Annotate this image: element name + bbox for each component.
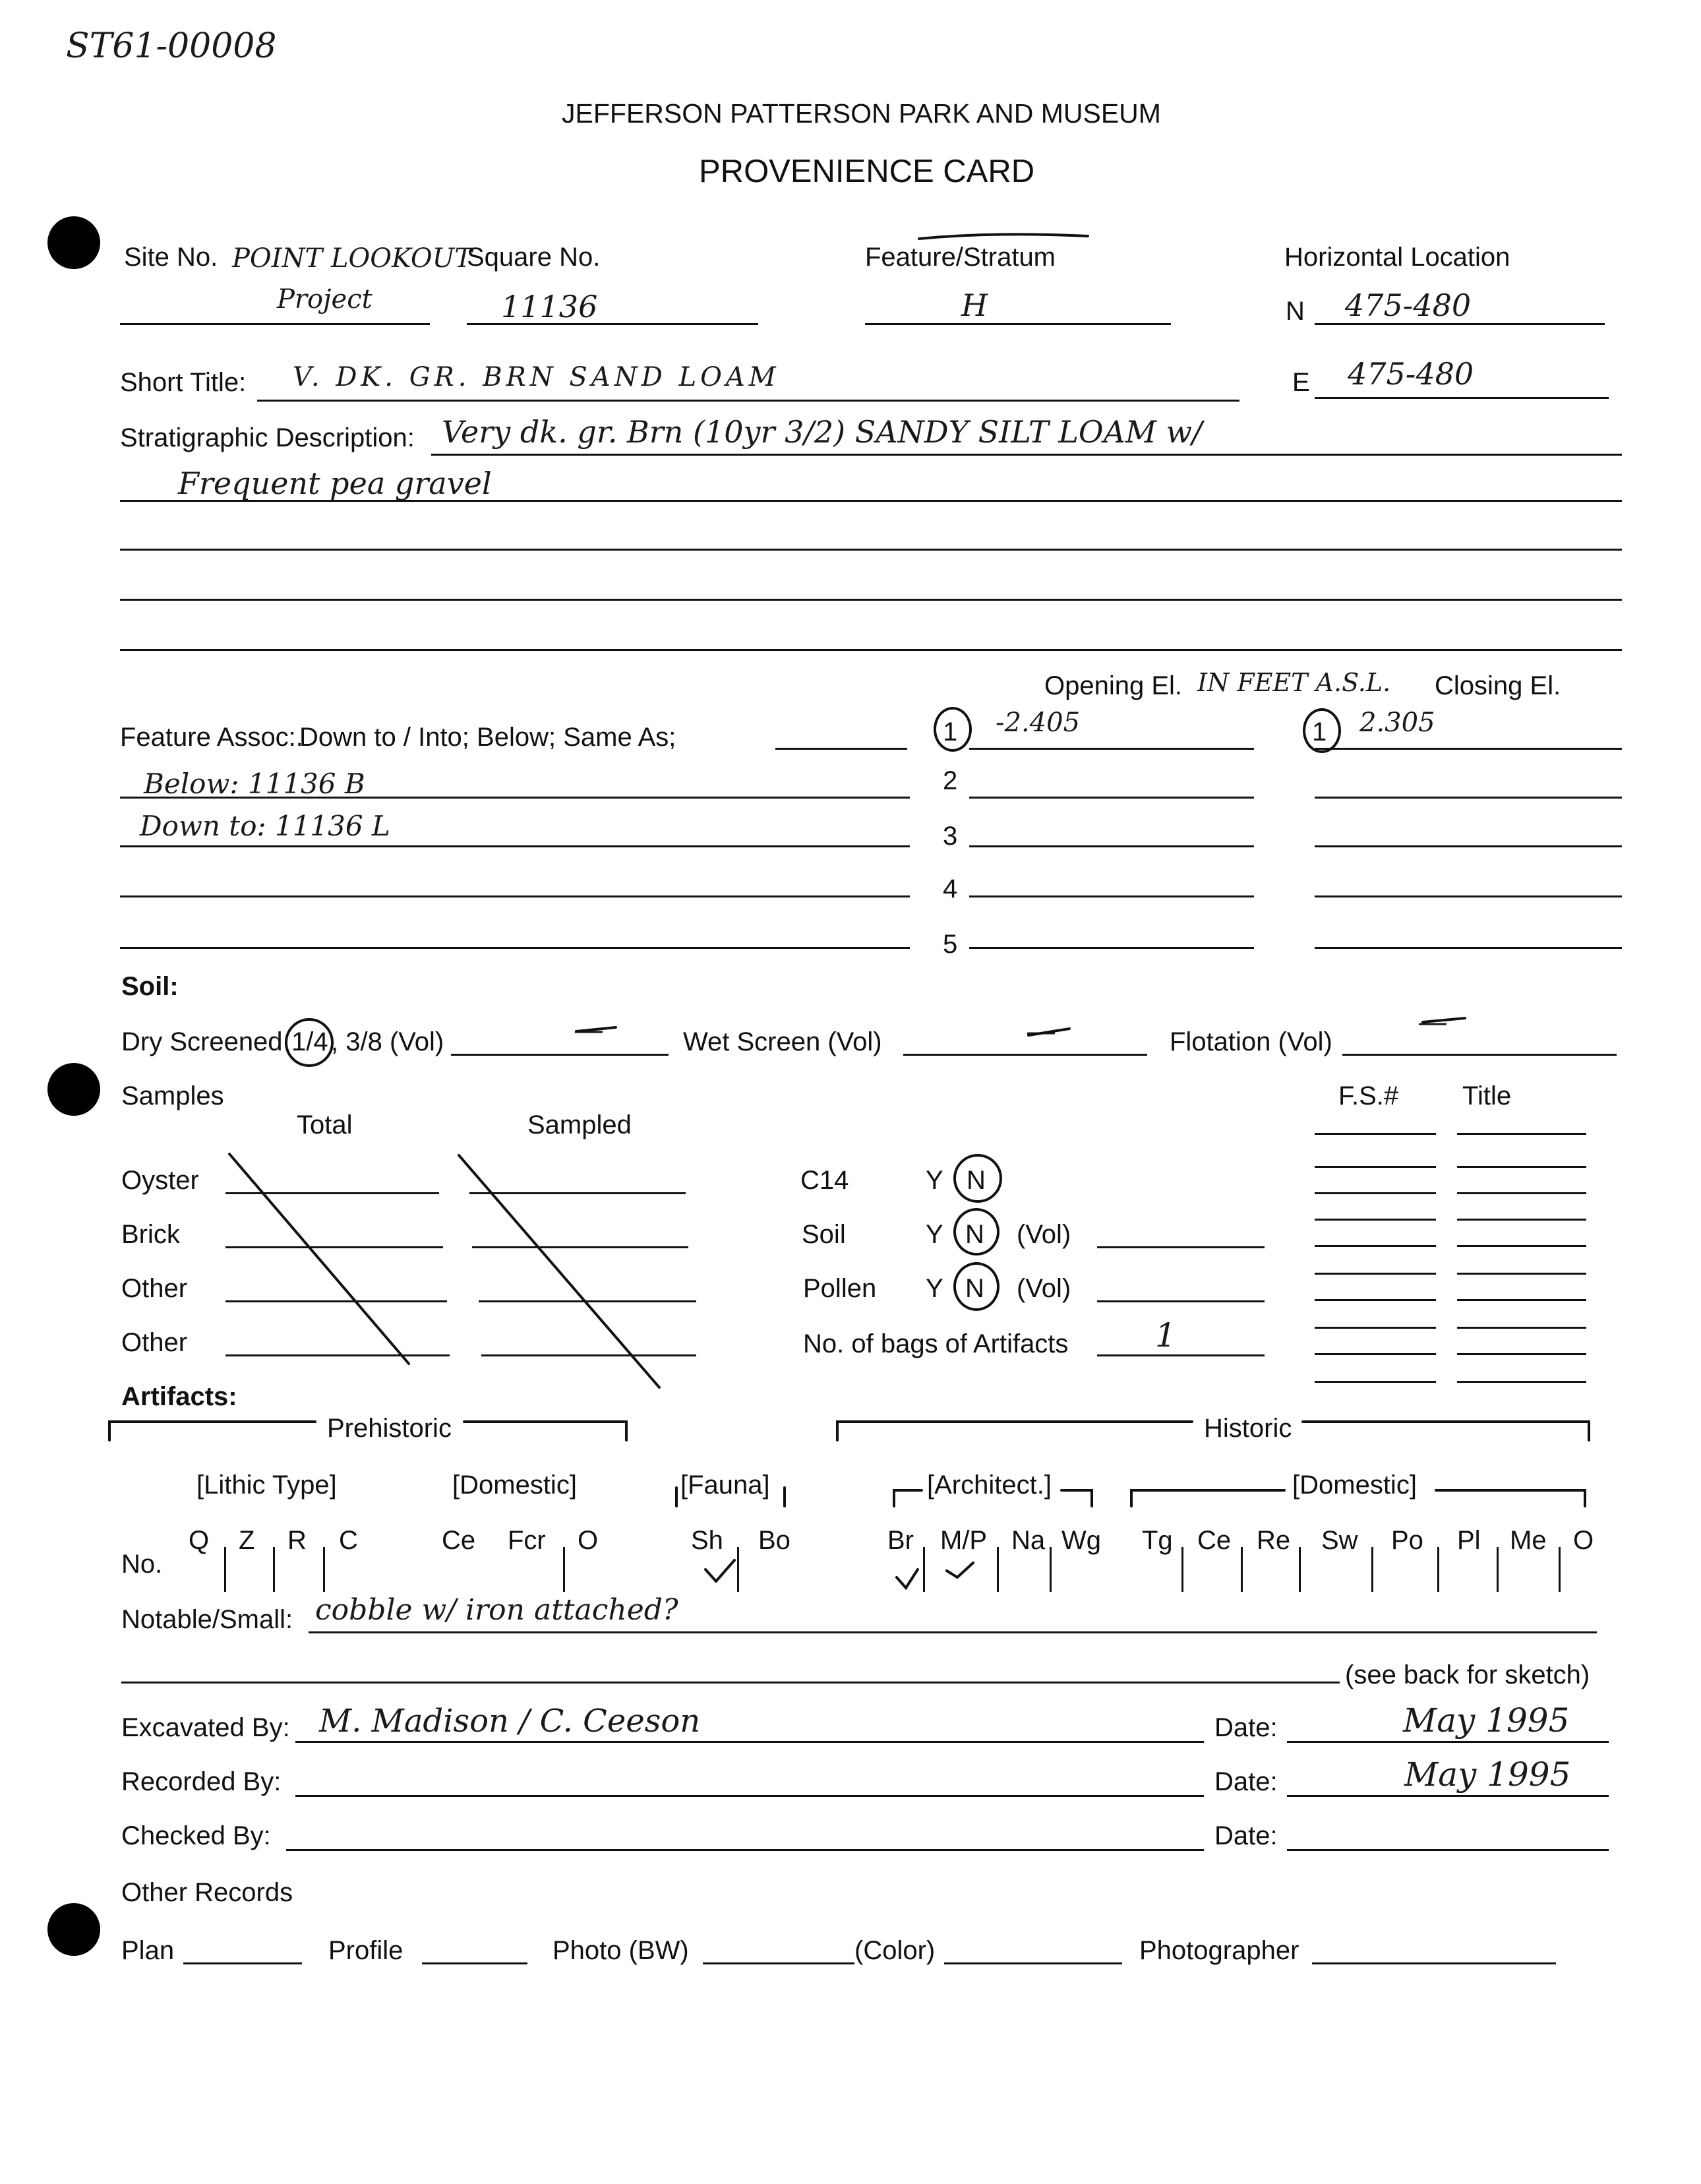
excavated-by-label: Excavated By: — [121, 1713, 290, 1742]
see-back-note: (see back for sketch) — [1345, 1660, 1590, 1689]
samples-total-label: Total — [297, 1110, 353, 1139]
architect-bracket — [894, 1490, 1092, 1506]
notable-small-value[interactable]: cobble w/ iron attached? — [315, 1593, 678, 1627]
recorded-date-label: Date: — [1214, 1767, 1278, 1796]
code-wg: Wg — [1061, 1526, 1101, 1555]
code-o-pre: O — [578, 1526, 599, 1555]
feature-stratum-label: Feature/Stratum — [865, 243, 1056, 272]
wet-screen-label: Wet Screen (Vol) — [683, 1027, 882, 1056]
north-label: N — [1286, 297, 1305, 326]
code-re: Re — [1257, 1526, 1291, 1555]
card-title: PROVENIENCE CARD — [699, 154, 1035, 189]
dry-screened-label: Dry Screened — [121, 1027, 283, 1056]
horizontal-location-label: Horizontal Location — [1284, 243, 1510, 272]
bags-of-artifacts-label: No. of bags of Artifacts — [803, 1329, 1069, 1358]
c14-yes[interactable]: Y — [926, 1166, 943, 1195]
short-title-value[interactable]: V. DK. GR. BRN SAND LOAM — [293, 362, 780, 392]
fs-number-header: F.S.# — [1338, 1081, 1399, 1110]
square-no-value[interactable]: 11136 — [501, 289, 598, 324]
site-no-value-line2[interactable]: Project — [277, 284, 373, 315]
code-tg: Tg — [1142, 1526, 1173, 1555]
recorded-date-value[interactable]: May 1995 — [1404, 1755, 1571, 1794]
checked-by-label: Checked By: — [121, 1821, 271, 1850]
wet-screen-value[interactable]: — — [1026, 1013, 1056, 1048]
code-sh: Sh — [691, 1526, 723, 1555]
soil-heading: Soil: — [121, 972, 179, 1001]
feature-assoc-relations: Down to / Into; Below; Same As; — [299, 723, 676, 752]
elevation-row-5-number: 5 — [943, 930, 958, 959]
elevation-row-1-opening[interactable]: -2.405 — [996, 708, 1081, 738]
pollen-vol-label: (Vol) — [1017, 1274, 1071, 1303]
photo-bw-label: Photo (BW) — [552, 1936, 689, 1965]
historic-label: Historic — [1204, 1414, 1292, 1443]
profile-label: Profile — [328, 1936, 403, 1965]
institution-name: JEFFERSON PATTERSON PARK AND MUSEUM — [562, 98, 1161, 129]
feature-assoc-label: Feature Assoc:. — [120, 723, 303, 752]
notable-small-label: Notable/Small: — [121, 1605, 293, 1634]
stratigraphic-description-line1[interactable]: Very dk. gr. Brn (10yr 3/2) SANDY SILT LOAM w/ — [442, 414, 1203, 450]
document-id: ST61-00008 — [66, 26, 277, 66]
checkmark-mp — [947, 1563, 973, 1577]
soil-vol-label: (Vol) — [1017, 1220, 1071, 1249]
domestic-prehistoric-label: [Domestic] — [452, 1471, 577, 1500]
sample-row-other-1: Other — [121, 1274, 188, 1303]
photographer-label: Photographer — [1139, 1936, 1299, 1965]
samples-sampled-label: Sampled — [527, 1110, 632, 1139]
code-na: Na — [1011, 1526, 1046, 1555]
sample-row-oyster: Oyster — [121, 1166, 199, 1195]
code-po: Po — [1391, 1526, 1423, 1555]
stratigraphic-description-label: Stratigraphic Description: — [120, 423, 415, 452]
code-bo: Bo — [758, 1526, 791, 1555]
closing-row-1-number: 1 — [1312, 717, 1327, 746]
code-pl: Pl — [1457, 1526, 1481, 1555]
north-value[interactable]: 475-480 — [1345, 288, 1472, 323]
historic-bracket — [837, 1422, 1589, 1440]
site-no-label: Site No. — [124, 243, 218, 272]
code-ce-hist: Ce — [1197, 1526, 1232, 1555]
code-z: Z — [239, 1526, 255, 1555]
elevation-row-1-closing[interactable]: 2.305 — [1359, 708, 1435, 738]
dry-screen-dash — [576, 1027, 616, 1031]
lithic-type-label: [Lithic Type] — [196, 1471, 337, 1500]
feature-stratum-overline — [919, 234, 1088, 239]
code-fcr: Fcr — [508, 1526, 546, 1555]
flotation-value[interactable]: — — [1418, 1004, 1448, 1039]
feature-assoc-entry-1[interactable]: Below: 11136 B — [144, 768, 365, 800]
c14-label: C14 — [800, 1166, 849, 1195]
fs-title-header: Title — [1462, 1081, 1512, 1110]
square-no-label: Square No. — [467, 243, 601, 272]
elevation-row-2-number: 2 — [943, 766, 958, 795]
opening-elevation-label: Opening El. — [1044, 671, 1183, 700]
dry-screen-value[interactable]: — — [574, 1012, 604, 1047]
recorded-by-label: Recorded By: — [121, 1767, 282, 1796]
sample-row-brick: Brick — [121, 1220, 180, 1249]
pollen-yes[interactable]: Y — [926, 1274, 943, 1303]
code-mp: M/P — [940, 1526, 988, 1555]
architect-label: [Architect.] — [927, 1471, 1052, 1500]
sampled-column-strike — [459, 1155, 659, 1387]
sample-row-other-2: Other — [121, 1328, 188, 1357]
code-o-hist: O — [1573, 1526, 1594, 1555]
flotation-label: Flotation (Vol) — [1170, 1027, 1332, 1056]
code-q: Q — [189, 1526, 210, 1555]
stratigraphic-description-line2[interactable]: Frequent pea gravel — [178, 466, 492, 501]
fauna-label: [Fauna] — [680, 1471, 770, 1500]
artifacts-heading: Artifacts: — [121, 1382, 237, 1411]
soil-sample-label: Soil — [802, 1220, 846, 1249]
checked-date-label: Date: — [1214, 1821, 1278, 1850]
elevation-row-1-number: 1 — [943, 717, 958, 746]
photo-color-label: (Color) — [854, 1936, 936, 1965]
closing-elevation-label: Closing El. — [1435, 671, 1561, 700]
pollen-no[interactable]: N — [965, 1274, 984, 1303]
code-c: C — [339, 1526, 358, 1555]
mesh-other-options: , 3/8 (Vol) — [331, 1027, 444, 1056]
mesh-quarter-inch: 1/4 — [291, 1027, 328, 1056]
elevation-row-3-number: 3 — [943, 822, 958, 851]
total-column-strike — [229, 1154, 409, 1364]
east-value[interactable]: 475-480 — [1348, 356, 1474, 392]
short-title-label: Short Title: — [120, 368, 247, 397]
site-no-value-line1[interactable]: POINT LOOKOUT — [232, 243, 473, 274]
code-sw: Sw — [1321, 1526, 1358, 1555]
prehistoric-label: Prehistoric — [327, 1414, 452, 1443]
code-me: Me — [1510, 1526, 1547, 1555]
domestic-historic-bracket — [1131, 1490, 1585, 1506]
code-r: R — [287, 1526, 307, 1555]
checkmark-br — [897, 1569, 918, 1588]
feature-stratum-value[interactable]: H — [961, 288, 988, 323]
plan-label: Plan — [121, 1936, 175, 1965]
east-label: E — [1292, 368, 1310, 397]
code-br: Br — [887, 1526, 914, 1555]
bags-of-artifacts-value[interactable]: 1 — [1155, 1316, 1176, 1354]
excavated-by-value[interactable]: M. Madison / C. Ceeson — [319, 1703, 701, 1740]
elevation-units: IN FEET A.S.L. — [1197, 668, 1391, 697]
code-ce-pre: Ce — [442, 1526, 476, 1555]
elevation-row-4-number: 4 — [943, 874, 958, 903]
excavated-date-label: Date: — [1214, 1713, 1278, 1742]
other-records-heading: Other Records — [121, 1878, 293, 1907]
wet-screen-dash — [1029, 1029, 1069, 1035]
checkmark-sh — [705, 1560, 734, 1581]
samples-heading: Samples — [121, 1081, 224, 1110]
c14-no[interactable]: N — [967, 1166, 986, 1195]
prehistoric-bracket — [109, 1422, 626, 1440]
pollen-label: Pollen — [803, 1274, 877, 1303]
artifact-no-label: No. — [121, 1550, 163, 1579]
soil-sample-yes[interactable]: Y — [926, 1220, 943, 1249]
flotation-dash — [1423, 1018, 1465, 1022]
soil-sample-no[interactable]: N — [965, 1220, 984, 1249]
domestic-historic-label: [Domestic] — [1292, 1471, 1417, 1500]
excavated-date-value[interactable]: May 1995 — [1403, 1701, 1570, 1740]
feature-assoc-entry-2[interactable]: Down to: 11136 L — [140, 810, 390, 842]
